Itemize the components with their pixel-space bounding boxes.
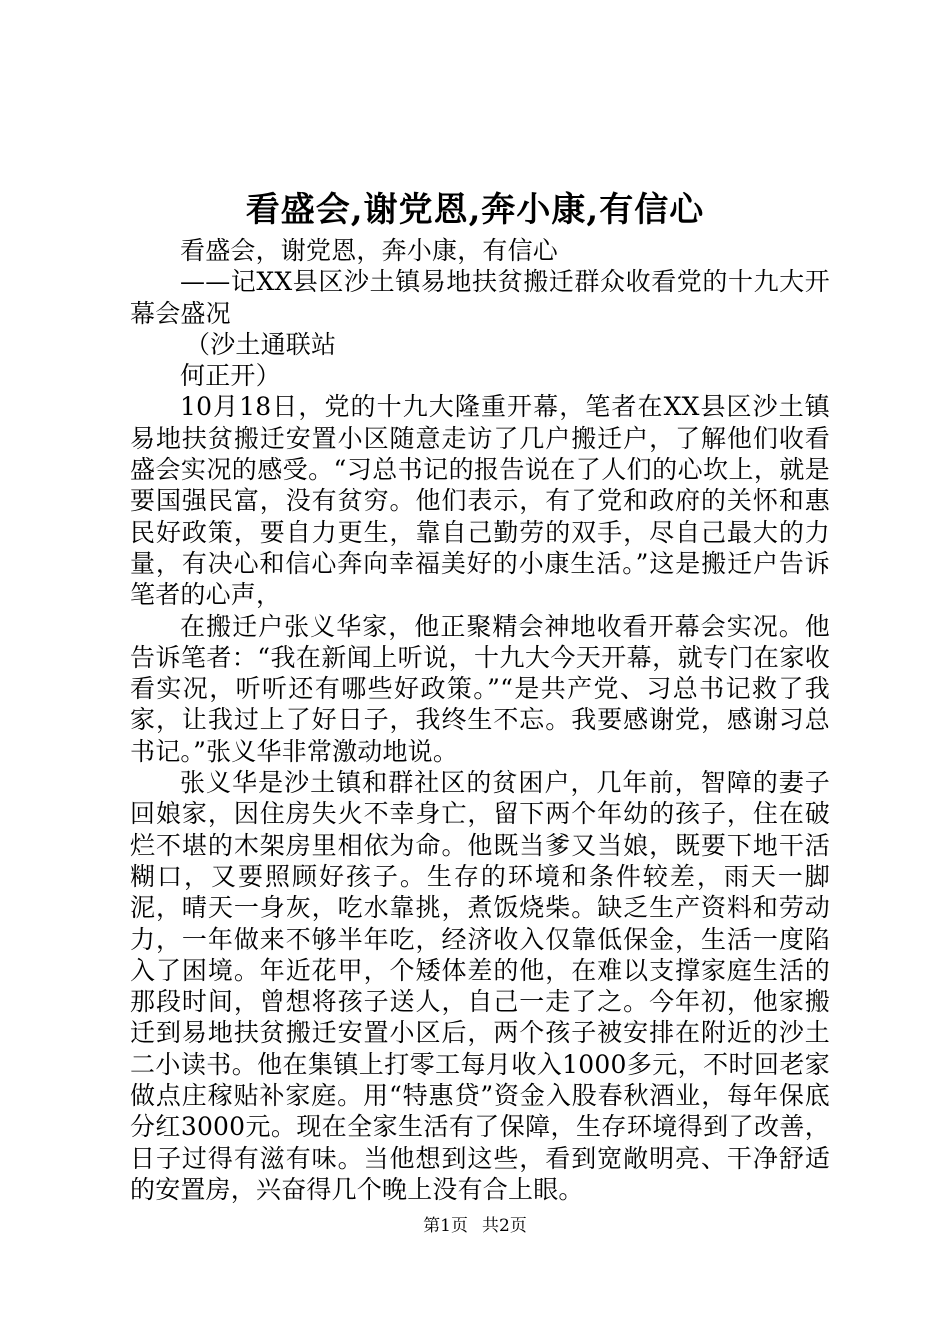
document-title: 看盛会,谢党恩,奔小康,有信心: [245, 190, 705, 230]
body-paragraph: 张义华是沙土镇和群社区的贫困户，几年前，智障的妻子回娘家，因住房失火不幸身亡，留下两个年幼的孩子，住在破烂不堪的木架房里相依为命。他既当爹又当娘，既要下地干活糊口，又要照顾好孩子。生存的环境和条件较差，雨天一脚泥，晴天一身灰，吃水靠挑，煮饭烧柴。缺乏生产资料和劳动力，一年做来不够半年吃，经济收入仅靠低保金，生活一度陷入了困境。年近花甲，个矮体差的他，在难以支撑家庭生活的那段时间，曾想将孩子送人，自己一走了之。今年初，他家搬迁到易地扶贫搬迁安置小区后，两个孩子被安排在附近的沙土二小读书。他在集镇上打零工每月收入1000多元，不时回老家做点庄稼贴补家庭。用“特惠贷”资金入股春秋酒业，每年保底分红3000元。现在全家生活有了保障，生存环境得到了改善，日子过得有滋有味。当他想到这些，看到宽敞明亮、干净舒适的安置房，兴奋得几个晚上没有合上眼。: [130, 768, 830, 1204]
page-number-total: 共2页: [482, 1216, 527, 1236]
body-paragraph: 10月18日，党的十九大隆重开幕，笔者在XX县区沙土镇易地扶贫搬迁安置小区随意走访了几户搬迁户，了解他们收看盛会实况的感受。“习总书记的报告说在了人们的心坎上，就是要国强民富，没有贫穷。他们表示，有了党和政府的关怀和惠民好政策，要自力更生，靠自己勤劳的双手，尽自己最大的力量，有决心和信心奔向幸福美好的小康生活。”这是搬迁户告诉笔者的心声，: [130, 392, 830, 610]
subtitle-repeat: 看盛会，谢党恩，奔小康，有信心: [180, 236, 559, 265]
document-body: [130, 235, 830, 1205]
page-number-current: 第1页: [423, 1216, 468, 1236]
body-paragraph: 在搬迁户张义华家，他正聚精会神地收看开幕会实况。他告诉笔者：“我在新闻上听说，十九大今天开幕，就专门在家收看实况，听听还有哪些好政策。”“是共产党、习总书记救了我家，让我过上了好日子，我终生不忘。我要感谢党，感谢习总书记。”张义华非常激动地说。: [130, 611, 830, 766]
page-footer: [0, 1214, 950, 1238]
byline-station: （沙土通联站: [185, 329, 337, 359]
subtitle-dash-line: ——记XX县区沙土镇易地扶贫搬迁群众收看党的十九大开幕会盛况: [130, 267, 830, 328]
byline-author: 何正开）: [180, 361, 281, 391]
